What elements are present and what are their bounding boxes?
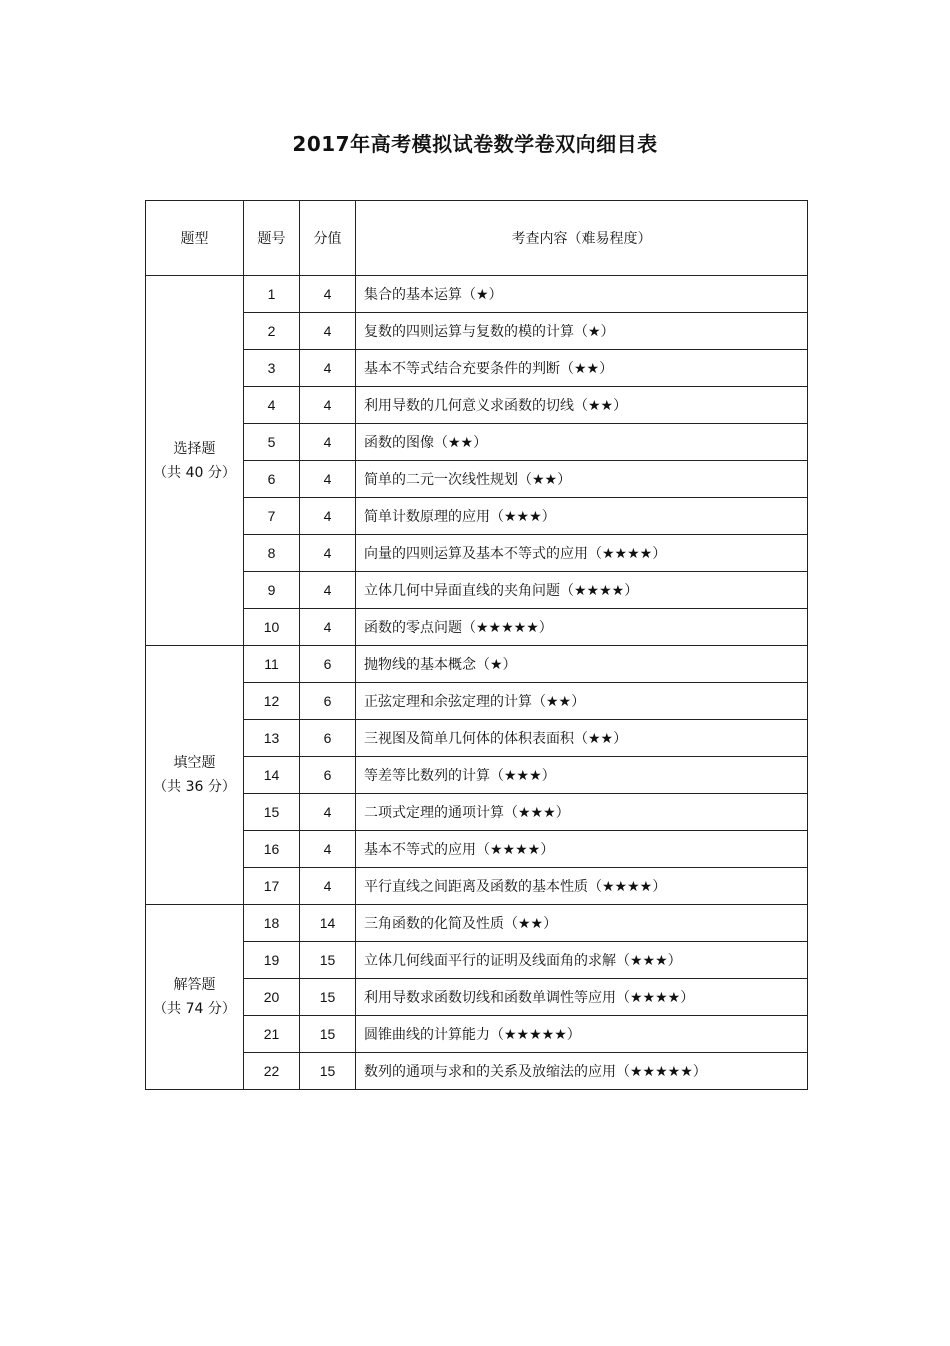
table-row [146, 757, 808, 794]
score-cell: 6 [300, 683, 356, 720]
question-number-cell: 9 [244, 572, 300, 609]
question-number-cell: 7 [244, 498, 300, 535]
table-row [146, 572, 808, 609]
question-number-cell: 3 [244, 350, 300, 387]
header-type: 题型 [146, 201, 244, 276]
content-cell: 函数的图像（★★） [356, 424, 808, 461]
score-cell: 15 [300, 979, 356, 1016]
content-cell: 平行直线之间距离及函数的基本性质（★★★★） [356, 868, 808, 905]
table-body [146, 276, 808, 1090]
question-number-cell: 17 [244, 868, 300, 905]
content-cell: 简单计数原理的应用（★★★） [356, 498, 808, 535]
content-cell: 基本不等式的应用（★★★★） [356, 831, 808, 868]
content-cell: 二项式定理的通项计算（★★★） [356, 794, 808, 831]
header-row [146, 201, 808, 276]
content-cell: 集合的基本运算（★） [356, 276, 808, 313]
content-cell: 圆锥曲线的计算能力（★★★★★） [356, 1016, 808, 1053]
score-cell: 4 [300, 350, 356, 387]
score-cell: 4 [300, 831, 356, 868]
table-row [146, 979, 808, 1016]
question-number-cell: 19 [244, 942, 300, 979]
score-cell: 4 [300, 461, 356, 498]
table-row [146, 313, 808, 350]
content-cell: 复数的四则运算与复数的模的计算（★） [356, 313, 808, 350]
table-row [146, 1016, 808, 1053]
score-cell: 15 [300, 1053, 356, 1090]
score-cell: 4 [300, 794, 356, 831]
section-total: （共 40 分） [153, 464, 236, 481]
question-number-cell: 1 [244, 276, 300, 313]
question-number-cell: 22 [244, 1053, 300, 1090]
table-row [146, 387, 808, 424]
score-cell: 4 [300, 313, 356, 350]
table-row [146, 683, 808, 720]
header-number: 题号 [244, 201, 300, 276]
content-cell: 函数的零点问题（★★★★★） [356, 609, 808, 646]
table-row [146, 535, 808, 572]
table-row [146, 424, 808, 461]
table-row [146, 868, 808, 905]
content-cell: 向量的四则运算及基本不等式的应用（★★★★） [356, 535, 808, 572]
content-cell: 基本不等式结合充要条件的判断（★★） [356, 350, 808, 387]
table-row [146, 720, 808, 757]
table-row [146, 461, 808, 498]
score-cell: 4 [300, 498, 356, 535]
content-cell: 利用导数的几何意义求函数的切线（★★） [356, 387, 808, 424]
section-total: （共 74 分） [153, 1001, 236, 1017]
table-row [146, 1053, 808, 1090]
content-cell: 抛物线的基本概念（★） [356, 646, 808, 683]
score-cell: 4 [300, 572, 356, 609]
score-cell: 15 [300, 1016, 356, 1053]
table-row [146, 905, 808, 942]
table-row [146, 942, 808, 979]
question-number-cell: 2 [244, 313, 300, 350]
question-number-cell: 12 [244, 683, 300, 720]
content-cell: 三视图及简单几何体的体积表面积（★★） [356, 720, 808, 757]
score-cell: 14 [300, 905, 356, 942]
question-number-cell: 8 [244, 535, 300, 572]
table-row [146, 831, 808, 868]
question-number-cell: 16 [244, 831, 300, 868]
section-cell [146, 646, 244, 905]
score-cell: 6 [300, 720, 356, 757]
header-score: 分值 [300, 201, 356, 276]
content-cell: 简单的二元一次线性规划（★★） [356, 461, 808, 498]
table-row [146, 794, 808, 831]
content-cell: 数列的通项与求和的关系及放缩法的应用（★★★★★） [356, 1053, 808, 1090]
table-row [146, 498, 808, 535]
score-cell: 4 [300, 535, 356, 572]
score-cell: 4 [300, 276, 356, 313]
question-number-cell: 18 [244, 905, 300, 942]
question-number-cell: 15 [244, 794, 300, 831]
page-title: 2017年高考模拟试卷数学卷双向细目表 [292, 132, 658, 156]
table-row [146, 350, 808, 387]
question-number-cell: 13 [244, 720, 300, 757]
question-number-cell: 10 [244, 609, 300, 646]
content-cell: 利用导数求函数切线和函数单调性等应用（★★★★） [356, 979, 808, 1016]
section-name: 解答题 [173, 977, 216, 993]
score-cell: 4 [300, 609, 356, 646]
question-number-cell: 4 [244, 387, 300, 424]
content-cell: 等差等比数列的计算（★★★） [356, 757, 808, 794]
content-cell: 立体几何线面平行的证明及线面角的求解（★★★） [356, 942, 808, 979]
score-cell: 6 [300, 757, 356, 794]
header-content: 考查内容（难易程度） [356, 201, 808, 276]
section-name: 选择题 [173, 440, 216, 457]
score-cell: 4 [300, 868, 356, 905]
section-cell [146, 905, 244, 1090]
score-cell: 4 [300, 387, 356, 424]
question-number-cell: 20 [244, 979, 300, 1016]
question-number-cell: 11 [244, 646, 300, 683]
content-cell: 立体几何中异面直线的夹角问题（★★★★） [356, 572, 808, 609]
table-row [146, 609, 808, 646]
question-number-cell: 5 [244, 424, 300, 461]
content-cell: 三角函数的化简及性质（★★） [356, 905, 808, 942]
section-name: 填空题 [173, 755, 216, 771]
section-cell [146, 276, 244, 646]
score-cell: 4 [300, 424, 356, 461]
table-row [146, 276, 808, 313]
content-cell: 正弦定理和余弦定理的计算（★★） [356, 683, 808, 720]
question-number-cell: 6 [244, 461, 300, 498]
score-cell: 6 [300, 646, 356, 683]
question-number-cell: 21 [244, 1016, 300, 1053]
table-row [146, 646, 808, 683]
section-total: （共 36 分） [153, 779, 236, 795]
score-cell: 15 [300, 942, 356, 979]
question-number-cell: 14 [244, 757, 300, 794]
spec-table [145, 200, 808, 1090]
